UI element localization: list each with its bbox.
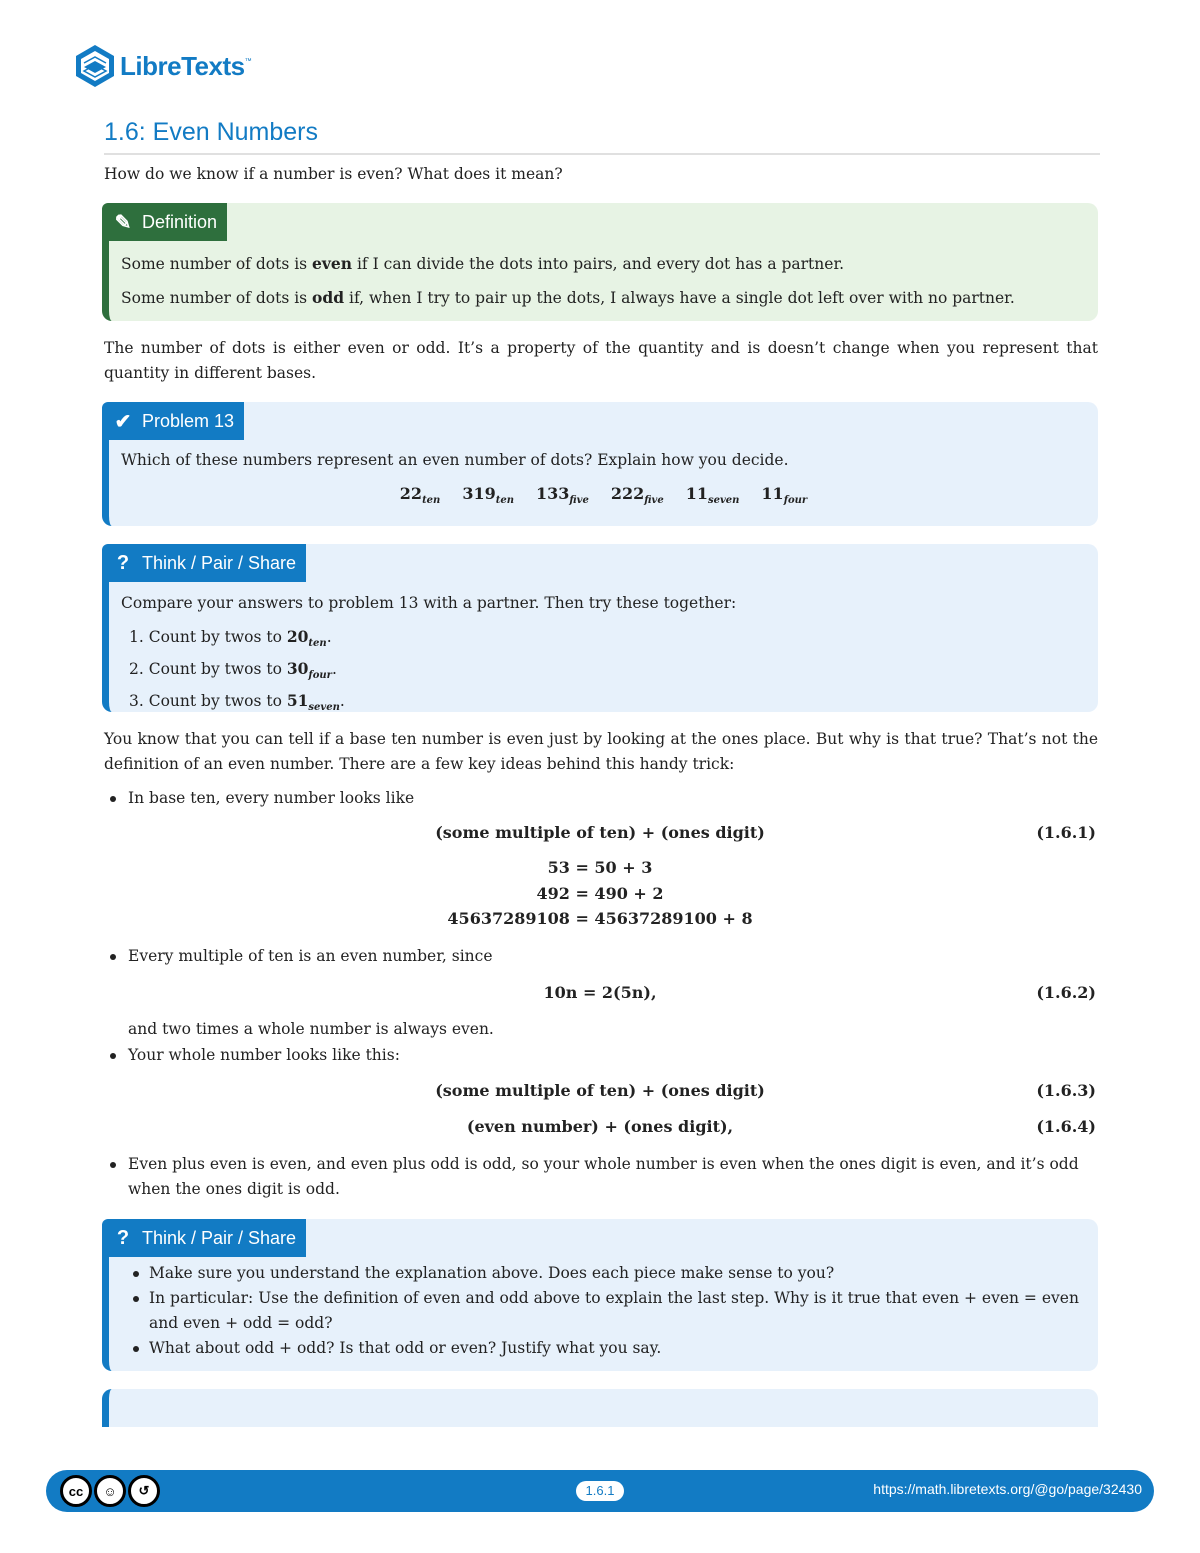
definition-tag <box>102 203 227 241</box>
base-number: $11_{seven}$ <box>685 484 740 506</box>
attribution-icon: ☺ <box>94 1475 126 1507</box>
page-url-link[interactable]: https://math.libretexts.org/@go/page/32430 <box>873 1481 1142 1497</box>
cc-icon: cc <box>60 1475 92 1507</box>
base-number: $319_{ten}$ <box>462 484 514 506</box>
bullet-multiple-of-ten-continued: and two times a whole number is always even. <box>128 1020 494 1038</box>
base-number: $11_{four}$ <box>761 484 808 506</box>
checkmark-icon: ✔ <box>114 410 132 433</box>
license-badge[interactable] <box>60 1475 160 1507</box>
logo-text: LibreTexts <box>120 50 245 81</box>
base-number: $22_{ten}$ <box>399 484 441 506</box>
libretexts-logo-icon <box>72 43 118 89</box>
equation-1-number: (1.6.1) <box>1036 823 1096 842</box>
bullet-even-plus-odd: Even plus even is even, and even plus odd is odd, so your whole number is even when the ones digit is even, and it’s odd when the ones digit is odd. <box>108 1152 1098 1202</box>
think-pair-share-label-2: Think / Pair / Share <box>142 1227 297 1248</box>
list-item: Make sure you understand the explanation above. Does each piece make sense to you? <box>127 1261 1086 1286</box>
definition-odd: Some number of dots is odd if, when I try to pair up the dots, I always have a single dot left over with no partner. <box>121 288 1015 307</box>
list-item: What about odd + odd? Is that odd or even? Justify what you say. <box>127 1336 1086 1361</box>
think-pair-share-body-2 <box>127 1261 1086 1361</box>
equation-2-number: (1.6.2) <box>1036 983 1096 1002</box>
think-pair-share-box-1 <box>102 544 1098 712</box>
problem-13-body <box>121 448 1086 513</box>
pencil-icon: ✎ <box>114 211 132 234</box>
definition-body <box>121 251 1086 319</box>
intro-text: How do we know if a number is even? What does it mean? <box>104 165 563 183</box>
list-item: In particular: Use the definition of even and odd above to explain the last step. Why is it true that even + even = even and even + odd = odd? <box>127 1286 1086 1336</box>
problem-13-numbers <box>121 481 1086 513</box>
base-number: $222_{five}$ <box>610 484 664 506</box>
next-box-partial <box>102 1389 1098 1427</box>
share-alike-icon: ↺ <box>128 1475 160 1507</box>
definition-even: Some number of dots is even if I can divide the dots into pairs, and every dot has a partner. <box>121 254 845 273</box>
list-item: 1. Count by twos to $20_{ten}$. <box>129 627 332 649</box>
think-pair-share-tag-1 <box>102 544 306 582</box>
definition-tag-label: Definition <box>142 211 218 232</box>
paragraph-property: The number of dots is either even or odd. It’s a property of the quantity and is doesn’t change when you represent that quantity in different bases. <box>104 339 1098 382</box>
problem-13-box <box>102 402 1098 526</box>
equation-4-number: (1.6.4) <box>1036 1117 1096 1136</box>
question-icon: ? <box>116 551 130 574</box>
equation-2: 10n = 2(5n), <box>543 983 657 1002</box>
equation-3-number: (1.6.3) <box>1036 1081 1096 1100</box>
think-pair-share-label-1: Think / Pair / Share <box>142 552 297 573</box>
base-number: $133_{five}$ <box>536 484 589 506</box>
think-pair-share-text-1: Compare your answers to problem 13 with a partner. Then try these together: <box>121 594 737 612</box>
paragraph-ones-place: You know that you can tell if a base ten number is even just by looking at the ones place. But why is that true? That’s not the definition of an even number. There are a few key ideas behind this handy trick: <box>104 730 1098 773</box>
equation-4: (even number) + (ones digit), <box>466 1117 734 1136</box>
definition-box <box>102 203 1098 321</box>
bullet-multiple-of-ten: Every multiple of ten is an even number, since <box>108 944 1098 969</box>
list-item: 2. Count by twos to $30_{four}$. <box>129 659 337 681</box>
problem-13-tag-label: Problem 13 <box>142 410 235 431</box>
question-icon: ? <box>116 1226 130 1249</box>
think-pair-share-box-2 <box>102 1219 1098 1371</box>
logo-tm: ™ <box>244 58 252 65</box>
footer-bar <box>46 1470 1154 1512</box>
equation-3: (some multiple of ten) + (ones digit) <box>435 1081 765 1100</box>
bullet-base-ten: In base ten, every number looks like <box>108 786 1098 811</box>
count-list <box>121 624 1086 720</box>
equation-1-line-3: 45637289108 = 45637289100 + 8 <box>447 909 753 928</box>
libretexts-logo[interactable] <box>72 40 252 92</box>
equation-1: (some multiple of ten) + (ones digit) <box>435 823 765 842</box>
page-number: 1.6.1 <box>576 1481 624 1501</box>
problem-13-text: Which of these numbers represent an even number of dots? Explain how you decide. <box>121 451 789 469</box>
bullet-whole-number: Your whole number looks like this: <box>108 1043 1098 1068</box>
list-item: 3. Count by twos to $51_{seven}$. <box>129 691 345 713</box>
page-title: 1.6: Even Numbers <box>104 118 1100 155</box>
equation-1-line-1: 53 = 50 + 3 <box>547 858 653 877</box>
think-pair-share-body-1 <box>121 591 1086 720</box>
problem-13-tag <box>102 402 244 440</box>
think-pair-share-tag-2 <box>102 1219 306 1257</box>
equation-1-line-2: 492 = 490 + 2 <box>536 884 664 903</box>
